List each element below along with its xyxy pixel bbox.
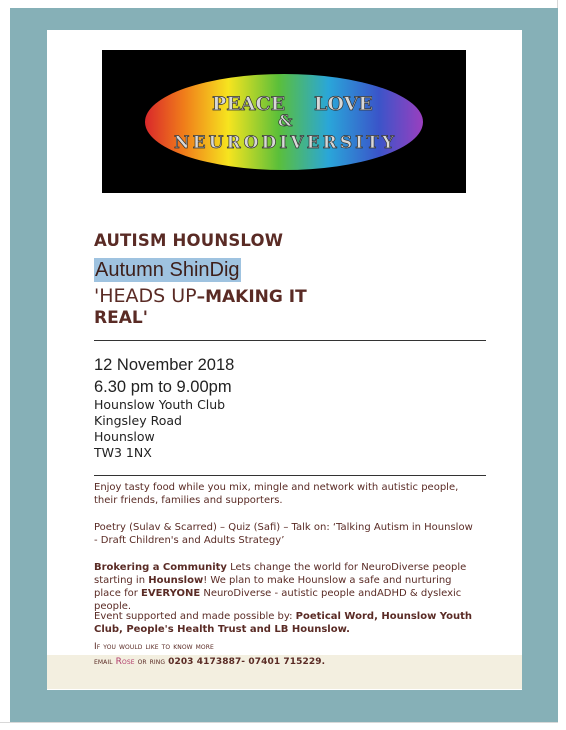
event-date: 12 November 2018 xyxy=(94,356,235,374)
address-line-1: Hounslow Youth Club xyxy=(94,397,226,412)
brokering-paragraph xyxy=(94,561,474,613)
event-title xyxy=(94,286,394,329)
support-text: Event supported and made possible by: xyxy=(94,611,296,622)
banner-word-peace: PEACE xyxy=(212,93,286,115)
support-paragraph xyxy=(94,610,474,636)
address-line-4: TW3 1NX xyxy=(94,445,152,460)
event-time: 6.30 pm to 9.00pm xyxy=(94,378,232,396)
banner-word-and: & xyxy=(278,111,293,130)
brokering-text-2: ! We plan to make Hounslow a safe and nurturing place for xyxy=(94,575,452,599)
intro-paragraph: Enjoy tasty food while you mix, mingle and network with autistic people, their friends, families and supporters. xyxy=(94,482,459,506)
brokering-text-3: NeuroDiverse - autistic people andADHD & dyslexic people. xyxy=(94,588,462,612)
contact-name: Rose xyxy=(115,657,135,667)
contact-email-label: email xyxy=(94,657,116,667)
banner-word-neurodiversity: NEURODIVERSITY xyxy=(174,133,394,153)
contact-line-1: If you would like to know more xyxy=(94,642,214,652)
programme-paragraph: Poetry (Sulav & Scarred) – Quiz (Safi) – Talk on: ‘Talking Autism in Hounslow - Draft Children's and Adults Strategy’ xyxy=(94,522,473,546)
rainbow-ellipse-logo xyxy=(102,50,466,193)
supporters-list: Poetical Word, Hounslow Youth Club, People's Health Trust and LB Hounslow. xyxy=(94,611,473,635)
divider-rule-bottom xyxy=(94,475,486,476)
contact-line-2 xyxy=(94,657,325,667)
address-line-3: Hounslow xyxy=(94,429,155,444)
event-title-dash: – xyxy=(196,287,206,307)
contact-phone: 0203 4173887- 07401 715229. xyxy=(168,657,326,667)
event-title-part-2: MAKING IT xyxy=(205,287,307,307)
contact-or: or ring xyxy=(134,657,169,667)
divider-rule-top xyxy=(94,340,486,341)
event-subheading: Autumn ShinDig xyxy=(95,259,240,281)
address-line-2: Kingsley Road xyxy=(94,413,182,428)
brokering-everyone: EVERYONE xyxy=(141,588,201,599)
event-title-part-1: 'HEADS UP xyxy=(94,285,197,307)
organisation-heading: AUTISM HOUNSLOW xyxy=(94,231,284,250)
banner-word-love: LOVE xyxy=(314,93,373,115)
peace-love-neurodiversity-banner xyxy=(102,50,466,193)
event-title-part-3: REAL' xyxy=(94,308,148,328)
brokering-text-1: Lets change the world for NeuroDiverse people starting in xyxy=(94,562,467,586)
venue-address xyxy=(94,397,225,461)
brokering-lead: Brokering a Community xyxy=(94,562,227,573)
brokering-hounslow: Hounslow xyxy=(148,575,204,586)
